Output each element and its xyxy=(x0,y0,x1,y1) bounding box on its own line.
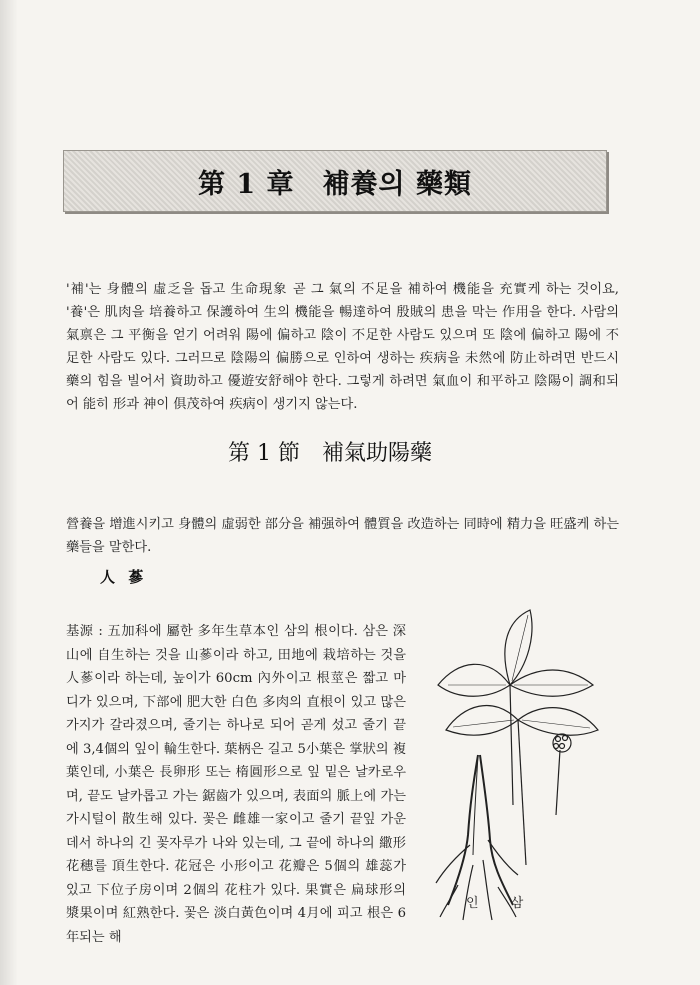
herb-name: 人 蔘 xyxy=(100,568,148,586)
ginseng-illustration xyxy=(418,605,618,925)
section-intro-paragraph: 營養을 增進시키고 身體의 虛弱한 部分을 補强하여 體質을 改造하는 同時에 精力을 旺盛케 하는 藥들을 말한다. xyxy=(66,517,619,556)
section-title: 第 1 節 補氣助陽藥 xyxy=(228,441,432,466)
spine-shadow xyxy=(0,0,18,985)
illustration-caption: 인 삼 xyxy=(466,896,538,911)
chapter-heading-box xyxy=(63,150,607,212)
chapter-title: 第 1 章 補養의 藥類 xyxy=(197,168,473,200)
chapter-intro-paragraph: '補'는 身體의 虛乏을 돕고 生命現象 곧 그 氣의 不足을 補하여 機能을 充實케 하는 것이요, '養'은 肌肉을 培養하고 保護하여 生의 機能을 暢達하여 殷賊의 患을 막는 作用을 한다. 사람의 氣禀은 그 平衡을 얻기 어려워 陽에 偏하고 陰이 不足한 사람도 있으며 또 陰에 偏하고 陽에 不足한 사람도 있다. 그러므로 陰陽의 偏勝으로 인하여 생하는 疾病을 未然에 防止하려면 반드시 藥의 힘을 빌어서 資助하고 優遊安舒해야 한다. 그렇게 하려면 氣血이 和平하고 陰陽이 調和되어 能히 形과 神이 俱茂하여 疾病이 생기지 않는다. xyxy=(66,282,619,413)
herb-description: 基源 : 五加科에 屬한 多年生草本인 삼의 根이다. 삼은 深山에 自生하는 것을 山蔘이라 하고, 田地에 栽培하는 것을 人蔘이라 하는데, 높이가 60cm 內外이고 根莖은 짧고 마디가 있으며, 下部에 肥大한 白色 多肉의 直根이 있고 많은 가지가 갈라졌으며, 줄기는 하나로 되어 곧게 섰고 줄기 끝에 3,4個의 잎이 輪生한다. 葉柄은 길고 5小葉은 掌狀의 複葉인데, 小葉은 長卵形 또는 楕圓形으로 잎 밑은 날카로우며, 끝도 날카롭고 가는 鋸齒가 있으며, 表面의 脈上에 가는 가시털이 散生해 있다. 꽃은 雌雄一家이고 줄기 끝잎 가운데서 하나의 긴 꽃자루가 나와 있는데, 그 끝에 하나의 繖形花穗를 頂生한다. 花冠은 小形이고 花瓣은 5個의 雄蕊가 있고 下位子房이며 2個의 花柱가 있다. 果實은 扁球形의 漿果이며 紅熟한다. 꽃은 淡白黃色이며 4月에 피고 根은 6年되는 해 xyxy=(66,624,406,945)
